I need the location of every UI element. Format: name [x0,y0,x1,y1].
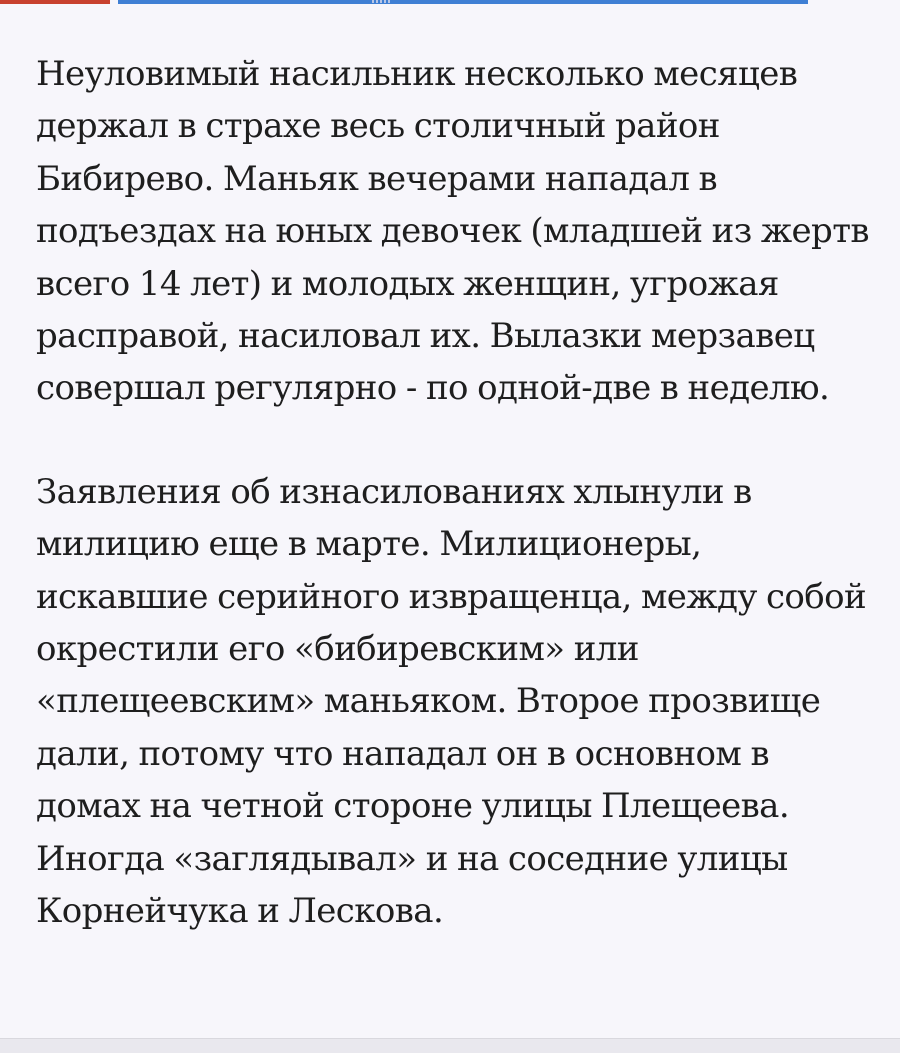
top-accent-red [0,0,110,4]
article-paragraph: Заявления об изнасилованиях хлынули в милицию еще в марте. Милиционеры, искавшие серийного извращенца, между собой окрестили его «бибиревским» или «плещеевским» маньяком. Второе прозвище дали, потому что нападал он в основном в домах на четной стороне улицы Плещеева. Иногда «заглядывал» и на соседние улицы Корнейчука и Лескова. [36,471,867,932]
bottom-bar [0,1038,900,1053]
top-accent-blue [118,0,808,4]
drag-handle-icon[interactable] [372,0,392,3]
article-paragraph: Неуловимый насильник несколько месяцев держал в страхе весь столичный район Бибирево. Маньяк вечерами нападал в подъездах на юных девочек (младшей из жертв всего 14 лет) и молодых женщин, угрожая расправой, насиловал их. Вылазки мерзавец совершал регулярно - по одной-две в неделю. [36,54,869,409]
top-progress-bar [0,0,900,6]
article-body [36,48,876,989]
